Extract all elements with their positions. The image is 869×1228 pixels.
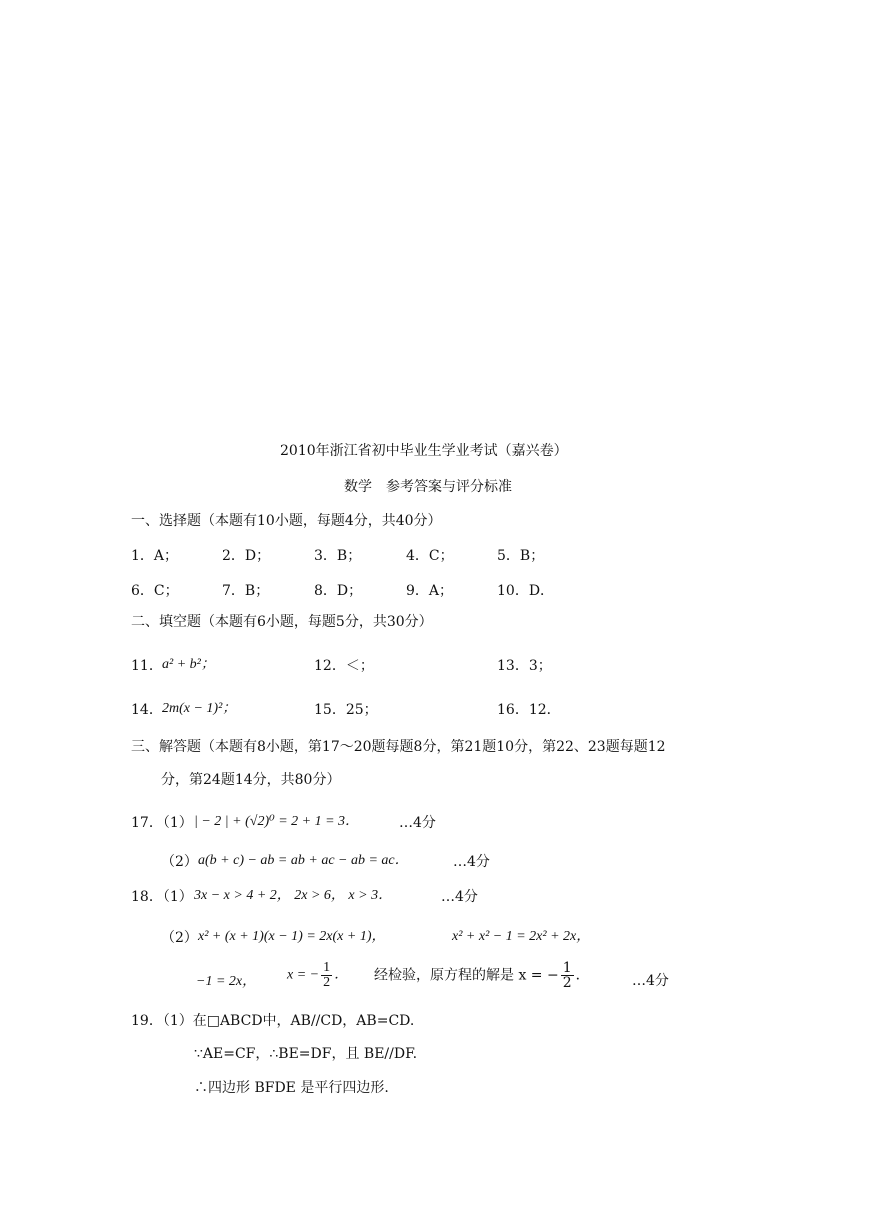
answer-1: 1．A； — [131, 548, 179, 564]
q18-2-score: …4分 — [632, 973, 669, 989]
section3-heading-line2: 分，第24题14分，共80分） — [161, 772, 341, 788]
q17-2-score: …4分 — [453, 854, 490, 870]
answer-3: 3．B； — [314, 548, 362, 564]
answer-13: 13．3； — [497, 658, 552, 674]
fraction-one-half — [321, 961, 332, 990]
q18-2-eq3: −1 = 2x， — [196, 974, 257, 989]
q18-2-conclusion — [374, 961, 590, 990]
q17-2-expr: a(b + c) − ab = ab + ac − ab = ac． — [198, 853, 409, 868]
fraction-numerator-2: 1 — [562, 960, 572, 976]
q17-1-expr: | − 2 | + (√2)⁰ = 2 + 1 = 3． — [194, 814, 360, 829]
answer-10: 10．D． — [497, 583, 555, 599]
answer-7: 7．B； — [222, 583, 270, 599]
q18-2-eq4-prefix: x = − — [287, 967, 320, 983]
fraction-numerator: 1 — [323, 960, 331, 975]
q18-2-eq1: x² + (x + 1)(x − 1) = 2x(x + 1)， — [198, 929, 386, 944]
doc-title: 2010年浙江省初中毕业生学业考试（嘉兴卷） — [280, 443, 568, 459]
q19-line2: ∵AE=CF，∴BE=DF，且 BE//DF. — [194, 1046, 418, 1062]
fraction-denominator: 2 — [323, 975, 331, 990]
answer-11: a² + b²； — [162, 657, 215, 672]
q18-1-expr: 3x − x > 4 + 2， 2x > 6， x > 3． — [194, 888, 393, 903]
answer-8: 8．D； — [314, 583, 363, 599]
answer-16: 16．12． — [497, 702, 561, 718]
answer-14-label: 14． — [131, 702, 163, 718]
answer-6: 6．C； — [131, 583, 179, 599]
answer-4: 4．C； — [406, 548, 454, 564]
q17-1-label: 17．（1） — [131, 815, 193, 831]
q18-2-conclusion-prefix: 经检验，原方程的解是 x = − — [374, 967, 559, 984]
answer-15: 15．25； — [314, 702, 378, 718]
q18-2-label: （2） — [161, 930, 198, 946]
answer-12: 12．＜； — [314, 658, 374, 674]
q18-2-eq2: x² + x² − 1 = 2x² + 2x， — [452, 929, 591, 944]
doc-subtitle: 数学 参考答案与评分标准 — [344, 479, 512, 495]
section2-heading: 二、填空题（本题有6小题，每题5分，共30分） — [131, 614, 433, 630]
answer-11-label: 11． — [131, 658, 163, 674]
section1-heading: 一、选择题（本题有10小题，每题4分，共40分） — [131, 513, 442, 529]
q18-1-score: …4分 — [441, 889, 478, 905]
q19-line3: ∴四边形 BFDE 是平行四边形. — [194, 1080, 389, 1096]
answer-2: 2．D； — [222, 548, 271, 564]
section3-heading-line1: 三、解答题（本题有8小题，第17～20题每题8分，第21题10分，第22、23题每题12 — [131, 739, 666, 755]
q17-2-label: （2） — [161, 854, 198, 870]
q18-2-eq4-suffix: ． — [334, 967, 349, 983]
q19-line1: 19．（1）在□ABCD中，AB//CD，AB=CD. — [131, 1013, 415, 1029]
q18-1-label: 18．（1） — [131, 889, 193, 905]
answer-5: 5．B； — [497, 548, 545, 564]
fraction-one-half-2 — [561, 961, 574, 990]
answer-9: 9．A； — [406, 583, 454, 599]
q18-2-conclusion-suffix: ． — [575, 967, 590, 984]
answer-14: 2m(x − 1)²； — [162, 701, 237, 716]
q18-2-eq4 — [287, 961, 348, 990]
fraction-denominator-2: 2 — [562, 975, 572, 991]
q17-1-score: …4分 — [399, 815, 436, 831]
